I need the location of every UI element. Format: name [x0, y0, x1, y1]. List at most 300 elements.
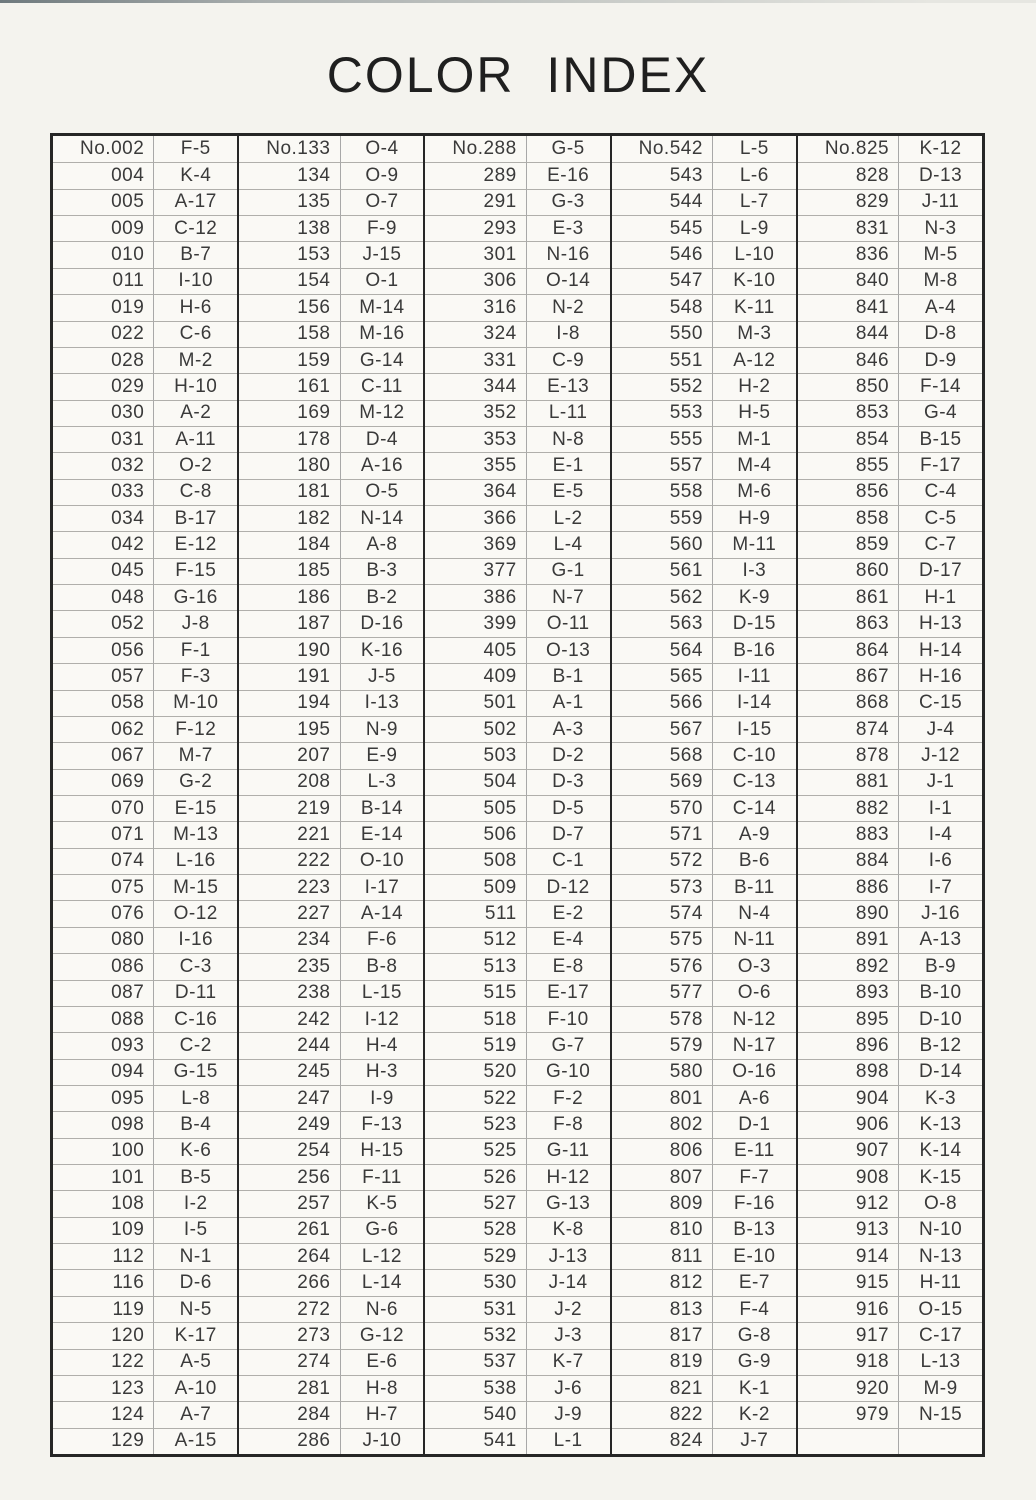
index-number-cell: 855: [798, 452, 899, 478]
index-code-cell: A-12: [713, 347, 796, 373]
index-number-cell: 548: [612, 294, 713, 320]
index-number-cell: 537: [425, 1349, 526, 1375]
index-number-cell: 864: [798, 637, 899, 663]
index-code-cell: K-3: [899, 1085, 982, 1111]
index-number-cell: 546: [612, 241, 713, 267]
index-number-cell: 086: [53, 953, 154, 979]
index-number-cell: 075: [53, 874, 154, 900]
index-code-cell: H-13: [899, 610, 982, 636]
index-code-cell: O-15: [899, 1296, 982, 1322]
index-number-cell: 098: [53, 1111, 154, 1137]
index-number-cell: 306: [425, 268, 526, 294]
index-number-cell: 578: [612, 1006, 713, 1032]
index-number-cell: 169: [239, 400, 340, 426]
index-code-cell: L-12: [341, 1243, 424, 1269]
index-number-cell: 109: [53, 1217, 154, 1243]
index-code-cell: G-7: [527, 1032, 610, 1058]
index-code-cell: I-9: [341, 1085, 424, 1111]
index-code-cell: L-11: [527, 400, 610, 426]
index-code-cell: H-16: [899, 663, 982, 689]
index-code-cell: D-7: [527, 821, 610, 847]
index-number-cell: 187: [239, 610, 340, 636]
index-number-cell: 505: [425, 795, 526, 821]
index-number-cell: 844: [798, 321, 899, 347]
index-number-cell: 506: [425, 821, 526, 847]
index-code-cell: D-12: [527, 874, 610, 900]
index-code-cell: H-1: [899, 584, 982, 610]
index-number-cell: 138: [239, 215, 340, 241]
index-code-cell: K-6: [154, 1138, 237, 1164]
index-code-cell: H-11: [899, 1269, 982, 1295]
index-number-cell: 366: [425, 505, 526, 531]
index-code-cell: D-2: [527, 742, 610, 768]
index-code-cell: C-1: [527, 848, 610, 874]
index-code-cell: F-7: [713, 1164, 796, 1190]
index-number-cell: 540: [425, 1401, 526, 1427]
color-index-table: [50, 133, 985, 1457]
index-number-cell: 528: [425, 1217, 526, 1243]
index-number-cell: 070: [53, 795, 154, 821]
index-number-cell: 883: [798, 821, 899, 847]
index-code-cell: H-12: [527, 1164, 610, 1190]
index-number-cell: 523: [425, 1111, 526, 1137]
index-number-cell: 559: [612, 505, 713, 531]
index-number-cell: 918: [798, 1349, 899, 1375]
index-number-cell: 529: [425, 1243, 526, 1269]
index-number-cell: 123: [53, 1375, 154, 1401]
index-code-cell: F-17: [899, 452, 982, 478]
index-code-cell: G-1: [527, 558, 610, 584]
index-code-cell: N-13: [899, 1243, 982, 1269]
index-code-cell: M-8: [899, 268, 982, 294]
index-number-cell: 194: [239, 690, 340, 716]
index-number-cell: 912: [798, 1190, 899, 1216]
index-number-cell: 058: [53, 690, 154, 716]
index-number-cell: 005: [53, 189, 154, 215]
index-number-cell: 180: [239, 452, 340, 478]
index-code-cell: B-10: [899, 980, 982, 1006]
index-code-cell: C-2: [154, 1032, 237, 1058]
index-code-cell: O-5: [341, 479, 424, 505]
index-number-cell: 119: [53, 1296, 154, 1322]
index-number-cell: 904: [798, 1085, 899, 1111]
index-number-cell: 854: [798, 426, 899, 452]
index-number-cell: 386: [425, 584, 526, 610]
index-number-cell: 571: [612, 821, 713, 847]
index-number-cell: 819: [612, 1349, 713, 1375]
index-code-cell: A-14: [341, 900, 424, 926]
index-code-cell: F-15: [154, 558, 237, 584]
index-code-cell: D-9: [899, 347, 982, 373]
index-code-cell: O-11: [527, 610, 610, 636]
index-number-cell: 223: [239, 874, 340, 900]
index-code-cell: F-5: [180, 138, 211, 160]
index-number-cell: 557: [612, 452, 713, 478]
index-number-cell: 580: [612, 1059, 713, 1085]
index-code-cell: C-9: [527, 347, 610, 373]
index-number-cell: 095: [53, 1085, 154, 1111]
index-code-cell: E-7: [713, 1269, 796, 1295]
index-code-cell: O-13: [527, 637, 610, 663]
index-number-cell: 364: [425, 479, 526, 505]
index-number-cell: 286: [239, 1428, 340, 1454]
index-code-cell: N-1: [154, 1243, 237, 1269]
index-number-cell: 293: [425, 215, 526, 241]
index-column-group: [237, 136, 423, 1454]
index-number-cell: 134: [239, 162, 340, 188]
index-number-cell: 208: [239, 769, 340, 795]
index-code-cell: J-15: [341, 241, 424, 267]
index-number-cell: 513: [425, 953, 526, 979]
index-code-cell: I-4: [899, 821, 982, 847]
index-number-cell: 547: [612, 268, 713, 294]
index-code-cell: G-12: [341, 1322, 424, 1348]
index-code-cell: M-6: [713, 479, 796, 505]
index-code-cell: M-12: [341, 400, 424, 426]
index-number-cell: 011: [53, 268, 154, 294]
index-number-cell: 915: [798, 1269, 899, 1295]
index-code-cell: I-16: [154, 927, 237, 953]
index-code-cell: D-15: [713, 610, 796, 636]
index-number-cell: 254: [239, 1138, 340, 1164]
index-number-cell: 369: [425, 531, 526, 557]
index-code-cell: K-7: [527, 1349, 610, 1375]
index-code-cell: M-15: [154, 874, 237, 900]
index-number-cell: 120: [53, 1322, 154, 1348]
index-code-cell: M-11: [713, 531, 796, 557]
index-code-cell: K-15: [899, 1164, 982, 1190]
index-number-cell: 840: [798, 268, 899, 294]
index-code-cell: E-13: [527, 373, 610, 399]
index-code-cell: C-12: [154, 215, 237, 241]
index-code-cell: K-17: [154, 1322, 237, 1348]
index-code-cell: M-10: [154, 690, 237, 716]
index-code-cell: L-16: [154, 848, 237, 874]
index-number-cell: 822: [612, 1401, 713, 1427]
index-column-group: [610, 136, 796, 1454]
index-number-cell: 531: [425, 1296, 526, 1322]
index-number-cell: 811: [612, 1243, 713, 1269]
index-code-cell: N-16: [527, 241, 610, 267]
index-code-cell: E-1: [527, 452, 610, 478]
index-code-cell: L-7: [713, 189, 796, 215]
index-number-cell: 522: [425, 1085, 526, 1111]
index-code-cell: A-3: [527, 716, 610, 742]
index-number-cell: 355: [425, 452, 526, 478]
index-number-cell: 806: [612, 1138, 713, 1164]
index-number-cell: 245: [239, 1059, 340, 1085]
index-code-cell: O-8: [899, 1190, 982, 1216]
index-code-cell: E-4: [527, 927, 610, 953]
index-code-cell: A-2: [154, 400, 237, 426]
index-code-cell: J-11: [899, 189, 982, 215]
index-number-cell: 552: [612, 373, 713, 399]
index-number-cell: 028: [53, 347, 154, 373]
index-number-cell: 289: [425, 162, 526, 188]
index-code-cell: J-3: [527, 1322, 610, 1348]
index-number-cell: 574: [612, 900, 713, 926]
index-code-cell: O-14: [527, 268, 610, 294]
index-number-cell: 122: [53, 1349, 154, 1375]
index-code-cell: I-8: [527, 321, 610, 347]
index-code-cell: H-6: [154, 294, 237, 320]
index-number-cell: 257: [239, 1190, 340, 1216]
index-code-cell: K-8: [527, 1217, 610, 1243]
index-code-cell: E-2: [527, 900, 610, 926]
index-code-cell: A-10: [154, 1375, 237, 1401]
index-number-cell: 281: [239, 1375, 340, 1401]
index-code-cell: B-12: [899, 1032, 982, 1058]
index-number-cell: 045: [53, 558, 154, 584]
index-code-cell: E-6: [341, 1349, 424, 1375]
index-code-cell: M-3: [713, 321, 796, 347]
index-code-cell: G-6: [341, 1217, 424, 1243]
index-column-group: [53, 136, 237, 1454]
index-number-cell: 032: [53, 452, 154, 478]
index-number-cell: 076: [53, 900, 154, 926]
index-code-cell: A-15: [154, 1428, 237, 1454]
index-code-cell: K-14: [899, 1138, 982, 1164]
index-number-cell: 575: [612, 927, 713, 953]
index-code-cell: K-1: [713, 1375, 796, 1401]
index-code-cell: N-10: [899, 1217, 982, 1243]
index-number-cell: 530: [425, 1269, 526, 1295]
index-number-cell: 565: [612, 663, 713, 689]
index-code-cell: A-13: [899, 927, 982, 953]
index-code-cell: H-9: [713, 505, 796, 531]
index-number-cell: 129: [53, 1428, 154, 1454]
index-code-cell: L-2: [527, 505, 610, 531]
index-code-cell: K-16: [341, 637, 424, 663]
index-number-cell: No.133: [239, 136, 340, 162]
index-code-cell: A-17: [154, 189, 237, 215]
index-number-cell: 062: [53, 716, 154, 742]
index-number-cell: 859: [798, 531, 899, 557]
index-number-cell: 821: [612, 1375, 713, 1401]
index-code-cell: B-6: [713, 848, 796, 874]
index-code-cell: H-10: [154, 373, 237, 399]
index-number-cell: 511: [425, 900, 526, 926]
index-number-cell: 009: [53, 215, 154, 241]
index-number-cell: 116: [53, 1269, 154, 1295]
index-number-cell: 301: [425, 241, 526, 267]
index-code-cell: K-2: [713, 1401, 796, 1427]
index-code-cell: C-5: [899, 505, 982, 531]
index-number-cell: No.002: [53, 136, 154, 162]
index-number-cell: 190: [239, 637, 340, 663]
index-code-cell: H-2: [713, 373, 796, 399]
index-code-cell: C-16: [154, 1006, 237, 1032]
index-code-cell: B-1: [527, 663, 610, 689]
index-code-cell: C-8: [154, 479, 237, 505]
index-number-cell: 867: [798, 663, 899, 689]
index-code-cell: F-9: [341, 215, 424, 241]
index-number-cell: 256: [239, 1164, 340, 1190]
index-code-cell: B-7: [154, 241, 237, 267]
index-code-cell: J-6: [527, 1375, 610, 1401]
index-number-cell: 544: [612, 189, 713, 215]
index-code-cell: M-7: [154, 742, 237, 768]
index-number-cell: No.542: [612, 136, 713, 162]
index-number-cell: 291: [425, 189, 526, 215]
index-number-cell: 502: [425, 716, 526, 742]
index-code-cell: J-7: [713, 1428, 796, 1454]
index-code-cell: E-9: [341, 742, 424, 768]
index-code-cell: J-9: [527, 1401, 610, 1427]
index-code-cell: E-15: [154, 795, 237, 821]
index-code-cell: N-11: [713, 927, 796, 953]
index-code-cell: B-5: [154, 1164, 237, 1190]
index-number-cell: 577: [612, 980, 713, 1006]
index-number-cell: 159: [239, 347, 340, 373]
index-number-cell: 010: [53, 241, 154, 267]
index-number-cell: 080: [53, 927, 154, 953]
index-number-cell: 914: [798, 1243, 899, 1269]
index-number-cell: 508: [425, 848, 526, 874]
index-code-cell: H-3: [341, 1059, 424, 1085]
index-number-cell: 181: [239, 479, 340, 505]
index-number-cell: No.288: [425, 136, 526, 162]
index-number-cell: 235: [239, 953, 340, 979]
index-number-cell: 191: [239, 663, 340, 689]
index-column-group: [423, 136, 609, 1454]
index-number-cell: 861: [798, 584, 899, 610]
index-number-cell: 553: [612, 400, 713, 426]
index-code-cell: D-8: [899, 321, 982, 347]
index-code-cell: N-2: [527, 294, 610, 320]
index-number-cell: 907: [798, 1138, 899, 1164]
index-code-cell: B-15: [899, 426, 982, 452]
index-number-cell: 071: [53, 821, 154, 847]
index-number-cell: 570: [612, 795, 713, 821]
index-number-cell: 124: [53, 1401, 154, 1427]
index-column-group: [796, 136, 982, 1454]
index-number-cell: 538: [425, 1375, 526, 1401]
index-code-cell: A-7: [154, 1401, 237, 1427]
index-number-cell: 227: [239, 900, 340, 926]
index-code-cell: N-8: [527, 426, 610, 452]
index-number-cell: 564: [612, 637, 713, 663]
index-number-cell: No.825: [798, 136, 899, 162]
index-number-cell: 562: [612, 584, 713, 610]
index-number-cell: 399: [425, 610, 526, 636]
index-number-cell: 908: [798, 1164, 899, 1190]
index-number-cell: 264: [239, 1243, 340, 1269]
index-number-cell: [798, 1428, 899, 1454]
index-code-cell: H-15: [341, 1138, 424, 1164]
index-number-cell: 156: [239, 294, 340, 320]
index-number-cell: 221: [239, 821, 340, 847]
index-code-cell: D-13: [899, 162, 982, 188]
index-code-cell: L-14: [341, 1269, 424, 1295]
index-number-cell: 509: [425, 874, 526, 900]
index-number-cell: 824: [612, 1428, 713, 1454]
index-code-cell: D-17: [899, 558, 982, 584]
index-code-cell: J-4: [899, 716, 982, 742]
index-number-cell: 812: [612, 1269, 713, 1295]
index-number-cell: 813: [612, 1296, 713, 1322]
index-code-cell: C-13: [713, 769, 796, 795]
index-number-cell: 881: [798, 769, 899, 795]
index-number-cell: 112: [53, 1243, 154, 1269]
index-number-cell: 560: [612, 531, 713, 557]
index-code-cell: I-3: [713, 558, 796, 584]
index-code-cell: L-15: [341, 980, 424, 1006]
index-number-cell: 525: [425, 1138, 526, 1164]
index-number-cell: 135: [239, 189, 340, 215]
index-code-cell: D-11: [154, 980, 237, 1006]
index-number-cell: 545: [612, 215, 713, 241]
index-number-cell: 048: [53, 584, 154, 610]
index-code-cell: F-13: [341, 1111, 424, 1137]
index-code-cell: D-14: [899, 1059, 982, 1085]
index-code-cell: M-4: [713, 452, 796, 478]
index-code-cell: [899, 1428, 982, 1454]
index-number-cell: 069: [53, 769, 154, 795]
index-number-cell: 563: [612, 610, 713, 636]
index-number-cell: 853: [798, 400, 899, 426]
index-number-cell: 249: [239, 1111, 340, 1137]
index-number-cell: 979: [798, 1401, 899, 1427]
index-code-cell: F-10: [527, 1006, 610, 1032]
index-code-cell: D-5: [527, 795, 610, 821]
index-number-cell: 344: [425, 373, 526, 399]
index-code-cell: J-5: [341, 663, 424, 689]
index-code-cell: K-9: [713, 584, 796, 610]
index-number-cell: 891: [798, 927, 899, 953]
index-code-cell: I-12: [341, 1006, 424, 1032]
index-code-cell: B-13: [713, 1217, 796, 1243]
index-code-cell: G-2: [154, 769, 237, 795]
index-number-cell: 519: [425, 1032, 526, 1058]
index-code-cell: M-1: [713, 426, 796, 452]
index-code-cell: L-6: [713, 162, 796, 188]
index-number-cell: 154: [239, 268, 340, 294]
index-number-cell: 555: [612, 426, 713, 452]
index-number-cell: 579: [612, 1032, 713, 1058]
index-number-cell: 093: [53, 1032, 154, 1058]
index-code-cell: J-14: [527, 1269, 610, 1295]
index-number-cell: 238: [239, 980, 340, 1006]
index-code-cell: B-3: [341, 558, 424, 584]
index-number-cell: 913: [798, 1217, 899, 1243]
index-code-cell: B-9: [899, 953, 982, 979]
index-number-cell: 186: [239, 584, 340, 610]
index-number-cell: 029: [53, 373, 154, 399]
index-code-cell: B-11: [713, 874, 796, 900]
index-number-cell: 503: [425, 742, 526, 768]
index-number-cell: 161: [239, 373, 340, 399]
index-number-cell: 566: [612, 690, 713, 716]
index-code-cell: C-17: [899, 1322, 982, 1348]
index-number-cell: 352: [425, 400, 526, 426]
index-code-cell: I-7: [899, 874, 982, 900]
index-number-cell: 056: [53, 637, 154, 663]
index-code-cell: K-11: [713, 294, 796, 320]
index-code-cell: D-10: [899, 1006, 982, 1032]
index-code-cell: K-5: [341, 1190, 424, 1216]
index-code-cell: D-3: [527, 769, 610, 795]
index-number-cell: 182: [239, 505, 340, 531]
index-number-cell: 274: [239, 1349, 340, 1375]
index-code-cell: I-15: [713, 716, 796, 742]
index-code-cell: J-8: [154, 610, 237, 636]
index-number-cell: 860: [798, 558, 899, 584]
index-code-cell: D-6: [154, 1269, 237, 1295]
index-code-cell: N-5: [154, 1296, 237, 1322]
index-code-cell: C-3: [154, 953, 237, 979]
index-number-cell: 031: [53, 426, 154, 452]
